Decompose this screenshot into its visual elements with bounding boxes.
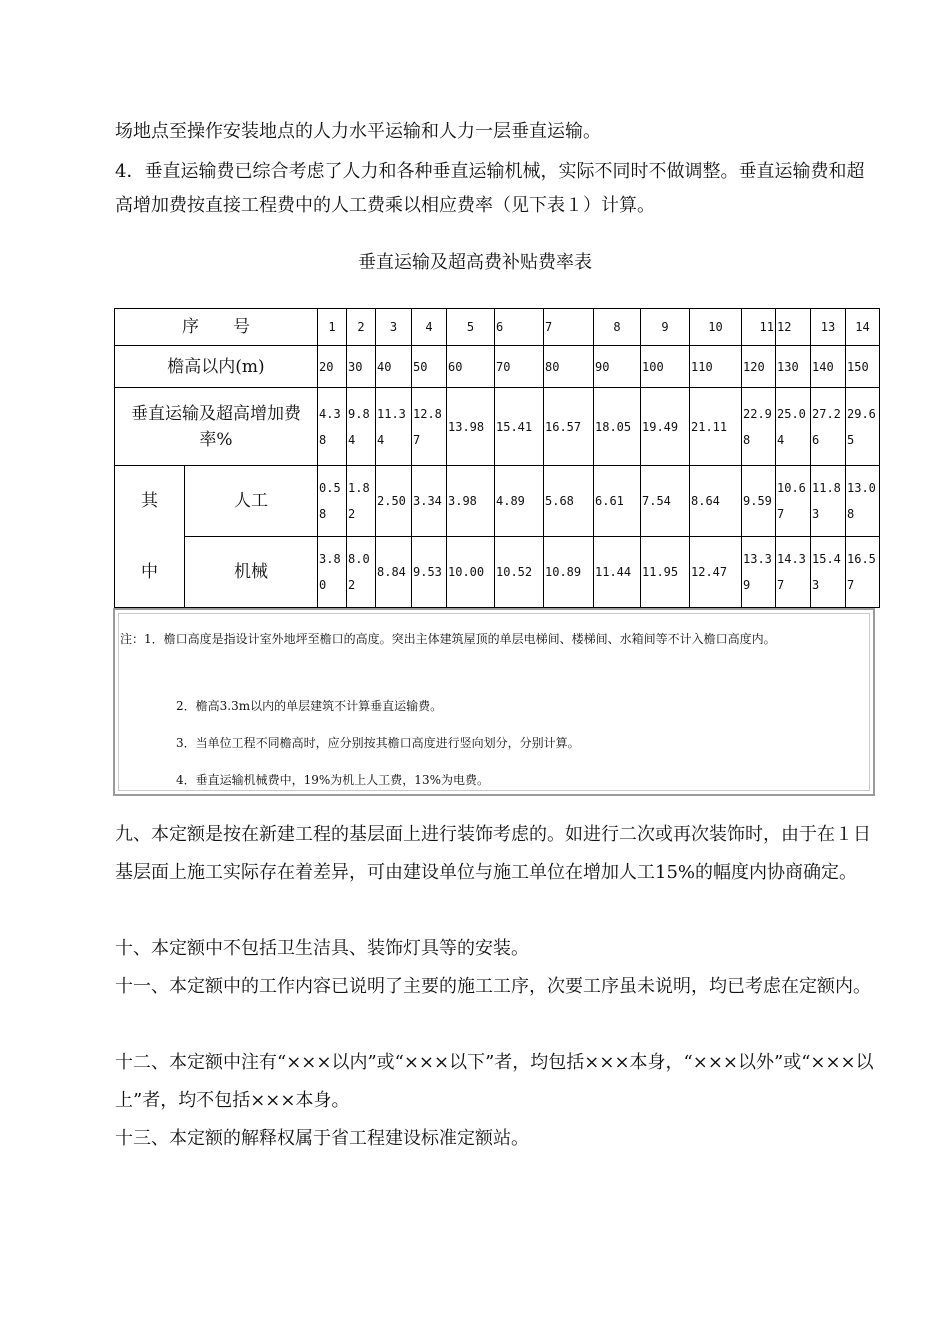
of-which-label-top: 其 [115,466,185,537]
seq-cell: 10 [690,309,742,346]
rate-table [114,308,880,608]
seq-cell: 3 [376,309,412,346]
rate-cell: 9.84 [347,388,376,466]
seq-cell: 12 [776,309,811,346]
machine-cell: 11.95 [641,537,690,608]
labor-cell: 3.34 [412,466,447,537]
of-which-label-bottom: 中 [115,537,185,608]
machine-cell: 16.57 [846,537,880,608]
machine-cell: 13.39 [742,537,776,608]
seq-cell: 7 [544,309,594,346]
seq-cell: 13 [811,309,846,346]
rate-cell: 12.87 [412,388,447,466]
height-cell: 150 [846,346,880,388]
seq-cell: 11 [742,309,776,346]
seq-cell: 14 [846,309,880,346]
rate-cell: 27.26 [811,388,846,466]
note-2: 2．檐高3.3m以内的单层建筑不计算垂直运输费。 [176,699,443,713]
section-11: 十一、本定额中的工作内容已说明了主要的施工工序，次要工序虽未说明，均已考虑在定额内。 [115,976,871,997]
rate-cell: 29.65 [846,388,880,466]
labor-cell: 0.58 [318,466,347,537]
height-cell: 60 [447,346,495,388]
seq-cell: 1 [318,309,347,346]
labor-cell: 2.50 [376,466,412,537]
height-label: 檐高以内(m) [115,346,318,388]
height-cell: 130 [776,346,811,388]
labor-cell: 4.89 [495,466,544,537]
rate-cell: 18.05 [594,388,641,466]
rate-cell: 19.49 [641,388,690,466]
machine-cell: 8.84 [376,537,412,608]
height-cell: 80 [544,346,594,388]
rate-cell: 13.98 [447,388,495,466]
seq-label: 序 号 [115,309,318,346]
machine-cell: 10.52 [495,537,544,608]
intro-line: 场地点至操作安装地点的人力水平运输和人力一层垂直运输。 [115,121,601,142]
note-3: 3．当单位工程不同檐高时，应分别按其檐口高度进行竖向划分，分别计算。 [176,736,580,750]
seq-cell: 8 [594,309,641,346]
note-1: 注：1．檐口高度是指设计室外地坪至檐口的高度。突出主体建筑屋顶的单层电梯间、楼梯间、水箱间等不计入檐口高度内。 [120,632,776,646]
height-cell: 20 [318,346,347,388]
rate-cell: 15.41 [495,388,544,466]
machine-cell: 9.53 [412,537,447,608]
labor-cell: 5.68 [544,466,594,537]
labor-cell: 10.67 [776,466,811,537]
height-cell: 50 [412,346,447,388]
item-4-paragraph: 4．垂直运输费已综合考虑了人力和各种垂直运输机械，实际不同时不做调整。垂直运输费和超高增加费按直接工程费中的人工费乘以相应费率（见下表１）计算。 [115,161,865,216]
labor-cell: 8.64 [690,466,742,537]
row-machine [115,537,880,608]
section-13: 十三、本定额的解释权属于省工程建设标准定额站。 [115,1128,529,1149]
seq-cell: 4 [412,309,447,346]
seq-cell: 2 [347,309,376,346]
table-notes [113,608,875,796]
height-cell: 30 [347,346,376,388]
seq-cell: 9 [641,309,690,346]
row-rate [115,388,880,466]
notes-inner-frame [118,613,870,791]
machine-cell: 3.80 [318,537,347,608]
height-cell: 110 [690,346,742,388]
section-9: 九、本定额是按在新建工程的基层面上进行装饰考虑的。如进行二次或再次装饰时，由于在１日基层面上施工实际存在着差异，可由建设单位与施工单位在增加人工15%的幅度内协商确定。 [115,824,871,883]
machine-cell: 11.44 [594,537,641,608]
row-height [115,346,880,388]
labor-cell: 13.08 [846,466,880,537]
rate-cell: 22.98 [742,388,776,466]
row-labor [115,466,880,537]
labor-cell: 11.83 [811,466,846,537]
machine-cell: 10.89 [544,537,594,608]
height-cell: 120 [742,346,776,388]
machine-cell: 12.47 [690,537,742,608]
section-10: 十、本定额中不包括卫生洁具、装饰灯具等的安装。 [115,938,529,959]
row-seq [115,309,880,346]
machine-cell: 8.02 [347,537,376,608]
labor-cell: 6.61 [594,466,641,537]
machine-cell: 14.37 [776,537,811,608]
rate-cell: 16.57 [544,388,594,466]
section-12: 十二、本定额中注有“×××以内”或“×××以下”者，均包括×××本身，“×××以外”或“×××以上”者，均不包括×××本身。 [115,1052,874,1111]
labor-cell: 1.82 [347,466,376,537]
height-cell: 140 [811,346,846,388]
height-cell: 70 [495,346,544,388]
rate-label: 垂直运输及超高增加费率% [115,388,318,466]
rate-cell: 21.11 [690,388,742,466]
note-4: 4．垂直运输机械费中，19%为机上人工费，13%为电费。 [176,773,489,787]
height-cell: 40 [376,346,412,388]
seq-cell: 6 [495,309,544,346]
height-cell: 100 [641,346,690,388]
rate-cell: 25.04 [776,388,811,466]
machine-cell: 10.00 [447,537,495,608]
labor-cell: 9.59 [742,466,776,537]
seq-cell: 5 [447,309,495,346]
height-cell: 90 [594,346,641,388]
machine-label: 机械 [185,537,318,608]
rate-cell: 11.34 [376,388,412,466]
table-caption: 垂直运输及超高费补贴费率表 [358,252,592,273]
rate-cell: 4.38 [318,388,347,466]
machine-cell: 15.43 [811,537,846,608]
labor-cell: 3.98 [447,466,495,537]
labor-cell: 7.54 [641,466,690,537]
labor-label: 人工 [185,466,318,537]
